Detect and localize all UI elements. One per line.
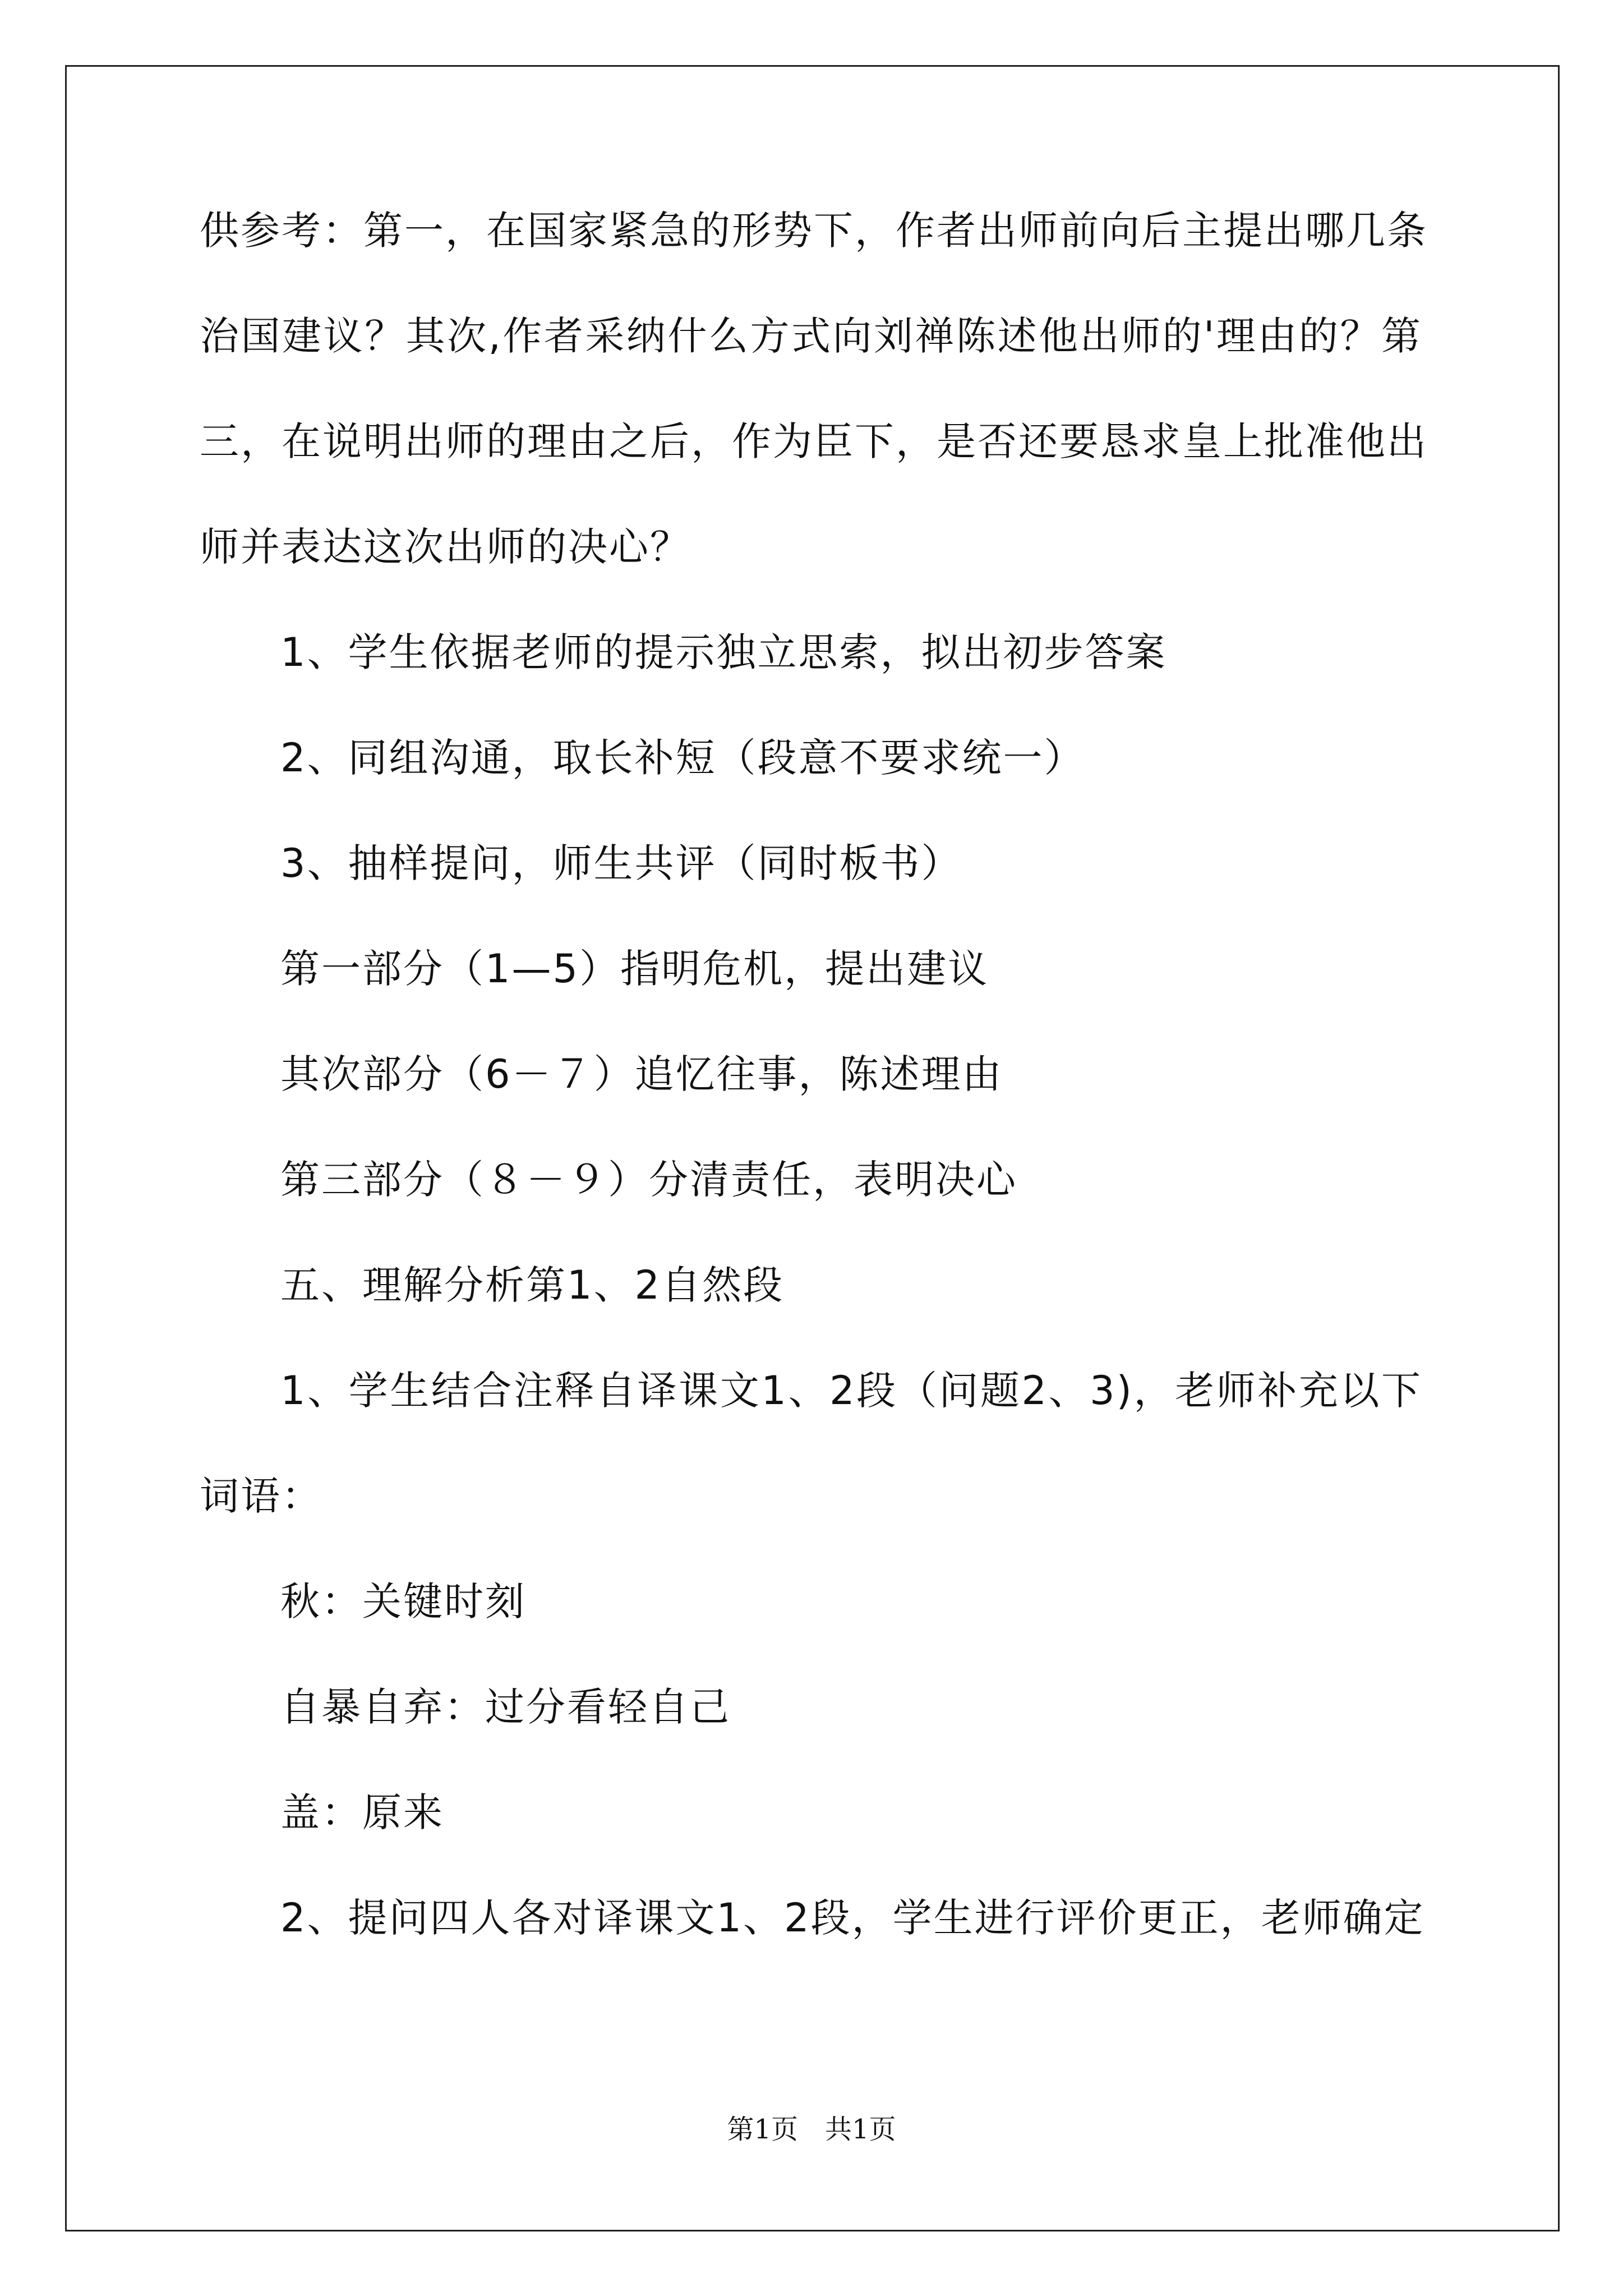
instruction-line-1: 1、学生结合注释自译课文1、2段（问题2、3)，老师补充以下 xyxy=(280,1368,1422,1414)
page-footer: 第1页 共1页 xyxy=(727,2114,896,2145)
list-item-1: 1、学生依据老师的提示独立思索，拟出初步答案 xyxy=(280,629,1167,675)
instruction-line-2: 词语： xyxy=(200,1473,322,1519)
paragraph-line-2: 治国建议？其次,作者采纳什么方式向刘禅陈述他出师的'理由的？第 xyxy=(200,313,1422,359)
section-part-1: 第一部分（1—5）指明危机，提出建议 xyxy=(280,946,989,992)
list-item-2: 2、同组沟通，取长补短（段意不要求统一） xyxy=(280,735,1085,781)
paragraph-line-1: 供参考：第一，在国家紧急的形势下，作者出师前向后主提出哪几条 xyxy=(200,208,1428,254)
section-heading: 五、理解分析第1、2自然段 xyxy=(280,1262,785,1308)
vocab-item-3: 盖：原来 xyxy=(280,1789,444,1835)
instruction-line-3: 2、提问四人各对译课文1、2段，学生进行评价更正，老师确定 xyxy=(280,1895,1425,1941)
section-part-2: 其次部分（6－７）追忆往事，陈述理由 xyxy=(280,1051,1003,1097)
vocab-item-1: 秋：关键时刻 xyxy=(280,1579,526,1625)
paragraph-line-3: 三，在说明出师的理由之后，作为臣下，是否还要恳求皇上批准他出 xyxy=(200,418,1428,464)
section-part-3: 第三部分（８－９）分清责任，表明决心 xyxy=(280,1157,1017,1203)
vocab-item-2: 自暴自弃：过分看轻自己 xyxy=(280,1684,731,1730)
paragraph-line-4: 师并表达这次出师的决心？ xyxy=(200,524,691,570)
list-item-3: 3、抽样提问，师生共评（同时板书） xyxy=(280,840,962,886)
